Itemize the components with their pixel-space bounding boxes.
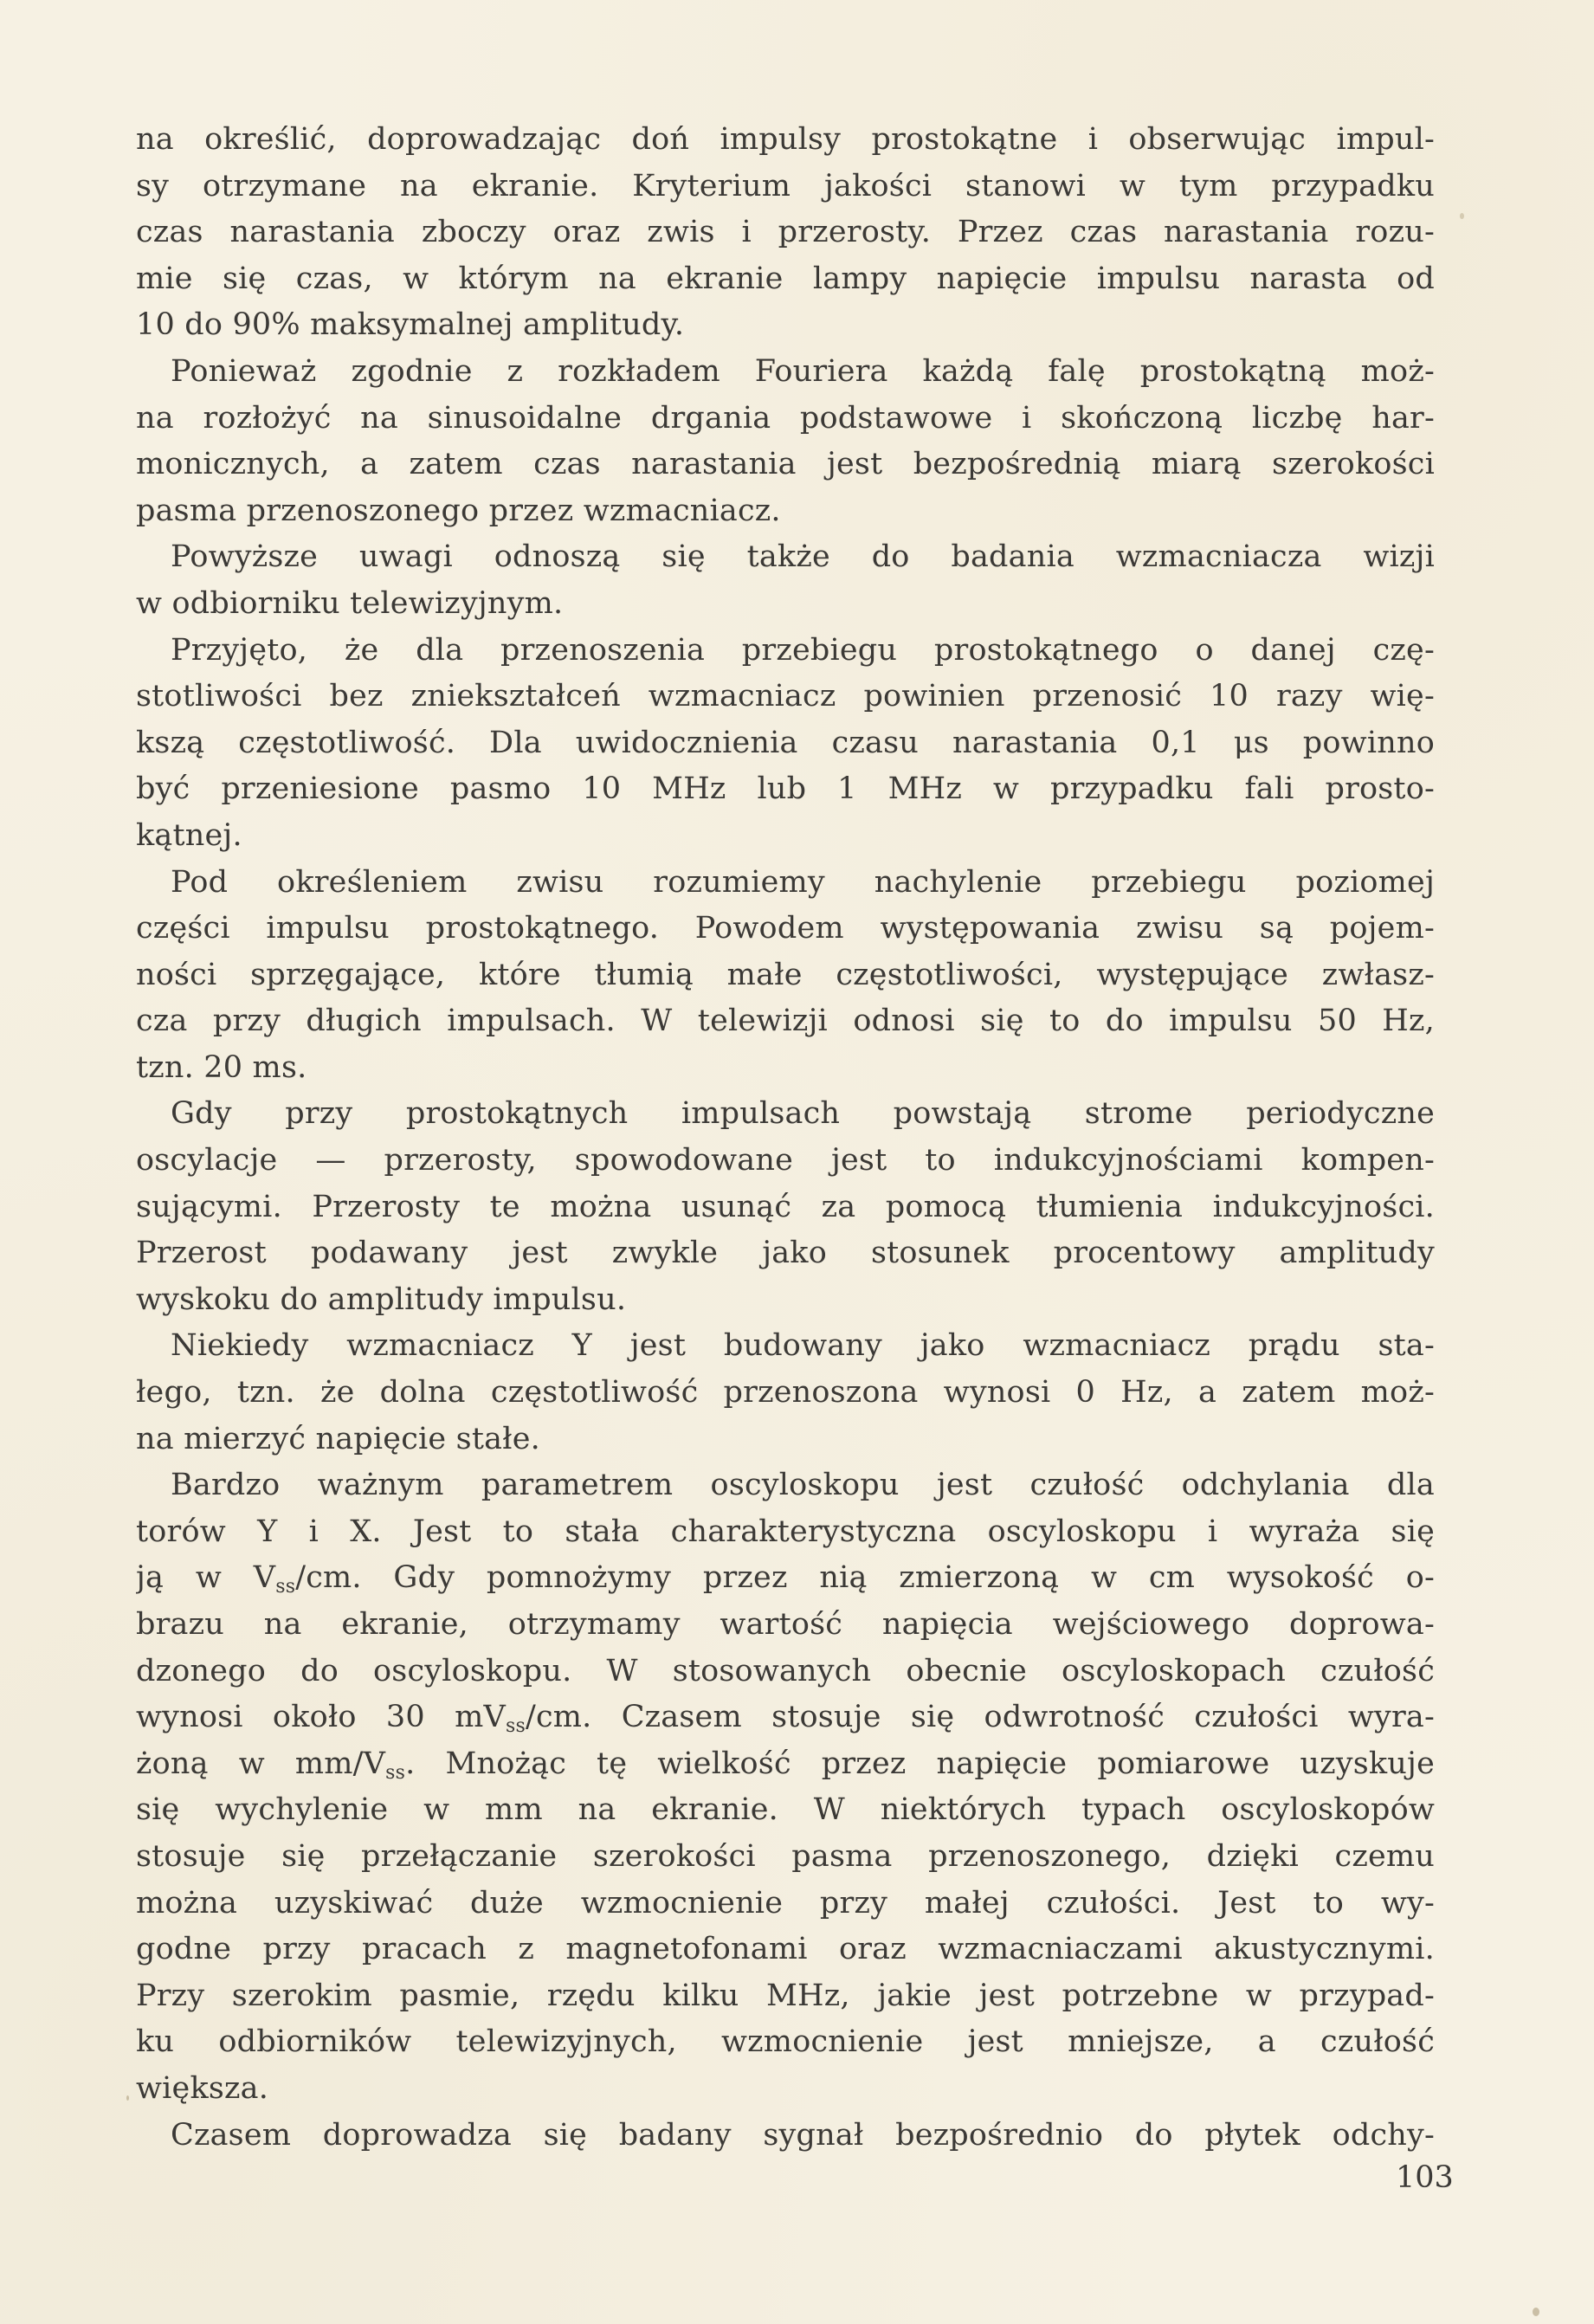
paragraph-video-amplifier — [136, 534, 1435, 627]
text-line: pasma przenoszonego przez wzmacniacz. — [136, 493, 781, 528]
text-line: mie się czas, w którym na ekranie lampy napięcie impulsu narasta od — [136, 261, 1435, 296]
text-segment: /cm. Gdy pomnożymy przez nią zmierzoną w cm wysokość o- — [295, 1560, 1435, 1596]
page-body — [136, 117, 1435, 2159]
text-line: Przerost podawany jest zwykle jako stosunek procentowy amplitudy — [136, 1236, 1435, 1271]
subscript: ss — [385, 1761, 406, 1784]
text-line: cza przy długich impulsach. W telewizji odnosi się to do impulsu 50 Hz, — [136, 1004, 1435, 1039]
text-line: być przeniesione pasmo 10 MHz lub 1 MHz w przypadku fali prosto- — [136, 771, 1435, 807]
text-line: części impulsu prostokątnego. Powodem występowania zwisu są pojem- — [136, 911, 1435, 946]
text-line: Przyjęto, że dla przenoszenia przebiegu prostokątnego o danej czę- — [171, 632, 1435, 668]
text-line: Ponieważ zgodnie z rozkładem Fouriera każdą falę prostokątną moż- — [171, 353, 1435, 389]
text-line: Powyższe uwagi odnoszą się także do badania wzmacniacza wizji — [171, 539, 1435, 575]
subscript: ss — [275, 1576, 296, 1598]
paragraph-sag — [136, 860, 1435, 1092]
text-line: Niekiedy wzmacniacz Y jest budowany jako wzmacniacz prądu sta- — [171, 1328, 1435, 1364]
paragraph-sensitivity — [136, 1462, 1435, 2112]
paragraph-bandwidth — [136, 628, 1435, 860]
text-line: na rozłożyć na sinusoidalne drgania podstawowe i skończoną liczbę har- — [136, 400, 1435, 436]
text-line: monicznych, a zatem czas narastania jest bezpośrednią miarą szerokości — [136, 447, 1435, 482]
paper-speck — [126, 2095, 129, 2101]
paragraph-direct-deflection — [136, 2113, 1435, 2159]
text-line: godne przy pracach z magnetofonami oraz wzmacniaczami akustycznymi. — [136, 1932, 1435, 1967]
text-line: czas narastania zboczy oraz zwis i przerosty. Przez czas narastania rozu- — [136, 215, 1435, 250]
text-line: Pod określeniem zwisu rozumiemy nachylenie przebiegu poziomej — [171, 864, 1435, 900]
text-line: sującymi. Przerosty te można usunąć za pomocą tłumienia indukcyjności. — [136, 1189, 1435, 1224]
paragraph-rise-time — [136, 117, 1435, 349]
text-segment: . Mnożąc tę wielkość przez napięcie pomiarowe uzyskuje — [405, 1746, 1435, 1781]
text-segment: ją w V — [136, 1560, 276, 1596]
text-line: brazu na ekranie, otrzymamy wartość napięcia wejściowego doprowa- — [136, 1607, 1435, 1642]
text-segment: /cm. Czasem stosuje się odwrotność czułości wyra- — [525, 1700, 1435, 1735]
text-line: ności sprzęgające, które tłumią małe częstotliwości, występujące zwłasz- — [136, 957, 1435, 992]
text-line: na mierzyć napięcie stałe. — [136, 1421, 540, 1456]
paper-speck — [1533, 2308, 1539, 2316]
text-line: stosuje się przełączanie szerokości pasma przenoszonego, dzięki czemu — [136, 1838, 1435, 1874]
text-line: stotliwości bez zniekształceń wzmacniacz powinien przenosić 10 razy wię- — [136, 679, 1435, 714]
text-line: się wychylenie w mm na ekranie. W niektórych typach oscyloskopów — [136, 1792, 1435, 1828]
text-line — [136, 1555, 1435, 1602]
text-line: większa. — [136, 2070, 269, 2106]
page-number: 103 — [1396, 2160, 1454, 2195]
text-line: Bardzo ważnym parametrem oscyloskopu jest czułość odchylania dla — [171, 1468, 1435, 1503]
text-segment: żoną w mm/V — [136, 1746, 386, 1781]
text-line: ku odbiorników telewizyjnych, wzmocnienie jest mniejsze, a czułość — [136, 2024, 1435, 2060]
paragraph-overshoot — [136, 1091, 1435, 1323]
text-line: łego, tzn. że dolna częstotliwość przenoszona wynosi 0 Hz, a zatem moż- — [136, 1375, 1435, 1411]
text-line: tzn. 20 ms. — [136, 1049, 307, 1085]
text-line: torów Y i X. Jest to stała charakterystyczna oscyloskopu i wyraża się — [136, 1514, 1435, 1549]
text-line: kątnej. — [136, 817, 242, 853]
text-line: Czasem doprowadza się badany sygnał bezpośrednio do płytek odchy- — [171, 2117, 1435, 2153]
text-line: można uzyskiwać duże wzmocnienie przy małej czułości. Jest to wy- — [136, 1885, 1435, 1921]
subscript: ss — [505, 1715, 526, 1738]
paragraph-fourier — [136, 349, 1435, 534]
text-line: 10 do 90% maksymalnej amplitudy. — [136, 307, 685, 343]
text-line: oscylacje — przerosty, spowodowane jest to indukcyjnościami kompen- — [136, 1143, 1435, 1178]
text-line: dzonego do oscyloskopu. W stosowanych obecnie oscyloskopach czułość — [136, 1653, 1435, 1688]
text-line: wyskoku do amplitudy impulsu. — [136, 1281, 627, 1317]
text-line — [136, 1741, 1435, 1788]
paragraph-dc-amplifier — [136, 1323, 1435, 1462]
text-line — [136, 1695, 1435, 1741]
paper-speck — [1460, 213, 1464, 219]
text-segment: wynosi około 30 mV — [136, 1700, 506, 1735]
text-line: Gdy przy prostokątnych impulsach powstają strome periodyczne — [171, 1096, 1435, 1132]
text-line: na określić, doprowadzając doń impulsy prostokątne i obserwując impul- — [136, 122, 1435, 157]
text-line: kszą częstotliwość. Dla uwidocznienia czasu narastania 0,1 μs powinno — [136, 725, 1435, 760]
text-line: Przy szerokim pasmie, rzędu kilku MHz, jakie jest potrzebne w przypad- — [136, 1978, 1435, 2013]
text-line: w odbiorniku telewizyjnym. — [136, 585, 564, 621]
text-line: sy otrzymane na ekranie. Kryterium jakości stanowi w tym przypadku — [136, 168, 1435, 203]
